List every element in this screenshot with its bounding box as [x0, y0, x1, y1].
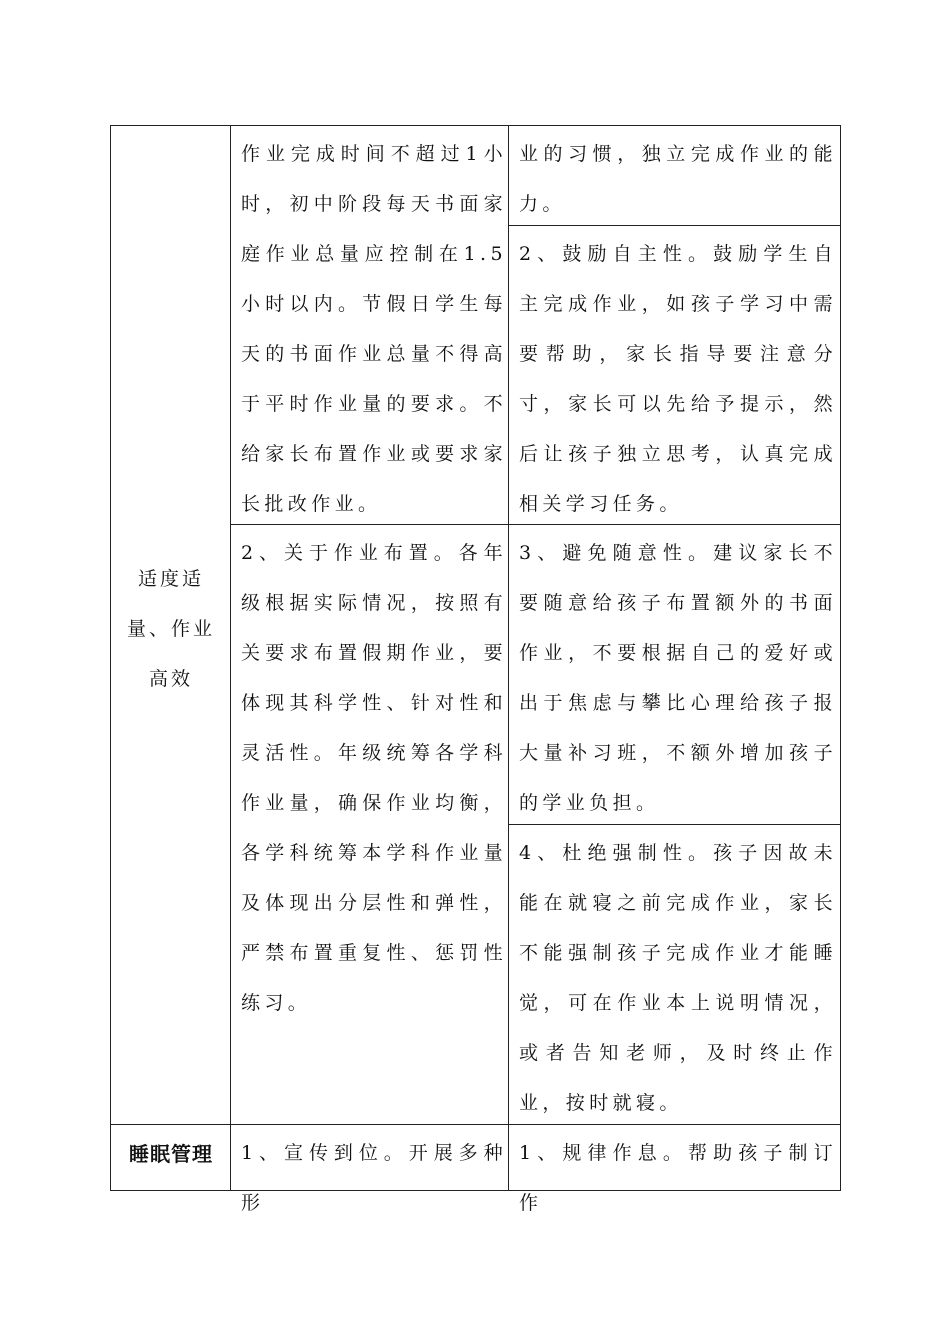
school-cell — [241, 528, 507, 1028]
cell-text: 2、鼓励自主性。鼓励学生自主完成作业，如孩子学习中需要帮助，家长指导要注意分寸，家长可以先给予提示，然后让孩子独立思考，认真完成相关学习任务。 — [519, 243, 837, 515]
cell-text: 1、宣传到位。开展多种形 — [241, 1142, 507, 1214]
category-label: 适度适量、作业高效 — [126, 568, 215, 690]
column-divider — [508, 126, 509, 1190]
cell-text: 业的习惯，独立完成作业的能力。 — [519, 143, 837, 215]
family-cell — [519, 229, 837, 529]
family-cell — [519, 828, 837, 1128]
cell-text: 作业完成时间不超过1小时，初中阶段每天书面家庭作业总量应控制在1.5小时以内。节假日学生每天的书面作业总量不得高于平时作业量的要求。不给家长布置作业或要求家长批改作业。 — [241, 143, 507, 515]
row-category — [111, 1129, 231, 1180]
row-category — [123, 554, 219, 704]
family-cell — [519, 129, 837, 229]
cell-text: 3、避免随意性。建议家长不要随意给孩子布置额外的书面作业，不要根据自己的爱好或出于焦虑与攀比心理给孩子报大量补习班，不额外增加孩子的学业负担。 — [519, 542, 837, 814]
policy-table — [110, 125, 841, 1214]
cell-text: 2、关于作业布置。各年级根据实际情况，按照有关要求布置假期作业，要体现其科学性、针对性和灵活性。年级统筹各学科作业量，确保作业均衡，各学科统筹本学科作业量及体现出分层性和弹性，严禁布置重复性、惩罚性练习。 — [241, 542, 507, 1014]
category-label: 睡眠管理 — [129, 1142, 213, 1166]
family-cell — [519, 528, 837, 828]
cell-text: 1、规律作息。帮助孩子制订作 — [519, 1142, 837, 1214]
school-cell — [241, 1128, 507, 1228]
column-divider — [230, 126, 231, 1190]
cell-text: 4、杜绝强制性。孩子因故未能在就寝之前完成作业，家长不能强制孩子完成作业才能睡觉，可在作业本上说明情况，或者告知老师，及时终止作业，按时就寝。 — [519, 842, 837, 1114]
school-cell — [241, 129, 507, 529]
family-cell — [519, 1128, 837, 1228]
